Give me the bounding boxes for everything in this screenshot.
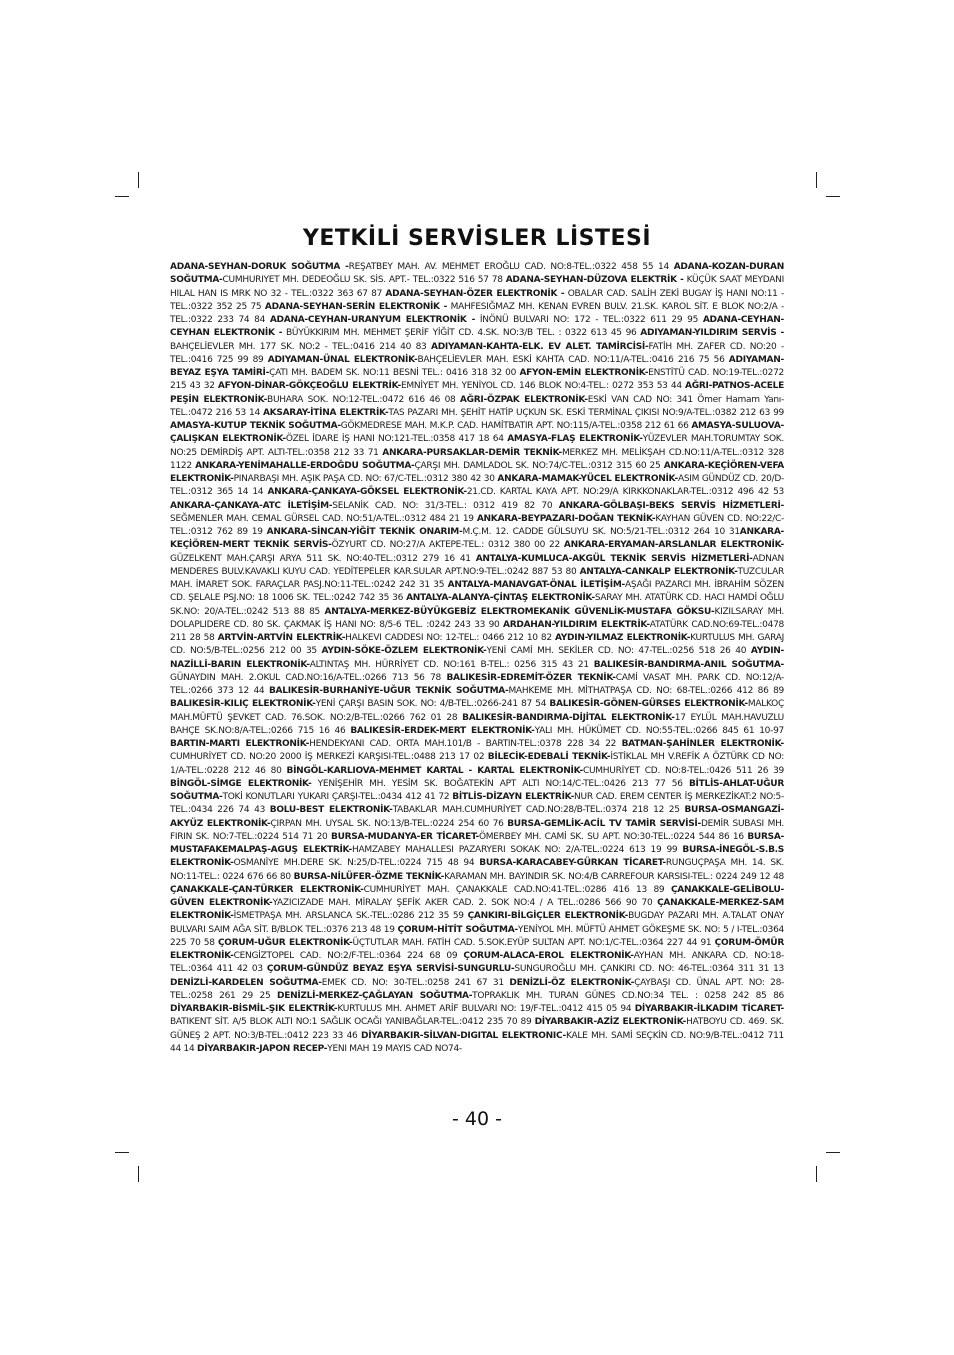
service-detail: İSMETPAŞA MH. ARSLANCA SK.-TEL.:0286 212 35 59 [233,911,468,922]
service-detail: YAZICIZADE MAH. MİRALAY ŞEFİK AKER CAD. 2. SOK NO:4 / A TEL.:0286 566 90 70 [272,898,658,908]
service-detail: KURTULUS MH. GARAJ CD. NO:5/B-TEL.:0256 212 00 35 [170,633,784,657]
service-detail: BATIKENT SİT. A/5 BLOK ALTI NO:1 SAĞLIK OCAĞI YANIBAĞLAR-TEL.:0412 235 70 89 [170,1017,535,1028]
service-entry [170,501,559,511]
service-detail: ALTINTAŞ MH. HÜRRİYET CD. NO:161 B-TEL.: 0256 315 43 21 [309,659,594,670]
service-name: ADIYAMAN-ÜNAL ELEKTRONİK- [267,354,418,365]
service-name: AYDIN-YILMAZ ELEKTRONİK- [554,633,691,643]
service-entry [218,938,715,948]
service-entry [170,1004,635,1014]
service-entry [269,686,784,696]
service-detail: M.Ç.M. 12. CADDE GÜLSUYU SK. NO:5/21-TEL.:0312 264 10 31 [462,527,740,537]
service-detail: YÜZEVLER MAH.TORUMTAY SOK. NO:25 DEMİRDİŞ APT. ALTI-TEL.:0358 212 33 71 [170,434,785,458]
service-detail: İSTİKLAL MH V.REFİK A ÖZTÜRK CD NO: 1/A-TEL.:0228 212 46 80 [170,752,785,776]
service-name: AĞRI-PATNOS-ACELE PEŞİN ELEKTRONİK- [170,381,784,405]
service-name: BİLECİK-EDEBALİ TEKNİK- [487,752,611,763]
service-name: AĞRI-ÖZPAK ELEKTRONİK- [459,394,588,405]
service-name: AFYON-EMİN ELEKTRONİK- [519,368,649,378]
service-name: DİYARBAKIR-JAPON RECEP- [197,1043,328,1054]
service-detail: KÜÇÜK SAAT MEYDANI HILAL HAN IS MRK NO 32 - TEL.:0322 363 67 87 [170,275,784,299]
service-detail: CUMHURİYET CD. NO:8-TEL.:0426 511 26 39 [582,765,784,776]
service-name: ANTALYA-MERKEZ-BÜYÜKGEBİZ ELEKTROMEKANİK GÜVENLİK-MUSTAFA GÖKSU- [324,606,715,617]
service-name: ÇORUM-UĞUR ELEKTRONİK- [217,937,353,948]
service-detail: BAHÇELİEVLER MH. 177 SK. NO:2 - TEL.:0416 214 40 83 [170,341,431,352]
service-detail: CENGİZTOPEL CAD. NO:2/F-TEL.:0364 224 68 09 [233,951,464,961]
service-name: ANKARA-PURSAKLAR-DEMİR TEKNİK- [382,447,562,458]
service-name: BALIKESİR-ERDEK-MERT ELEKTRONİK- [350,725,535,736]
service-detail: ENSTİTÜ CAD. NO:19-TEL.:0272 215 43 32 [170,368,785,392]
service-detail: YENİYOL MH. MÜFTÜ AHMET GÖKEŞME SK. NO: 5 / I-TEL.:0364 225 70 58 [170,924,784,948]
service-detail: PINARBAŞI MH. AŞIK PAŞA CD. NO: 67/C-TEL.:0312 380 42 30 [233,474,498,484]
service-detail: AYHAN MH. ANKARA CD. NO:18-TEL.:0364 411 42 03 [170,951,784,975]
page-title: YETKİLİ SERVİSLER LİSTESİ [302,226,652,251]
crop-mark [115,1152,129,1153]
service-detail: TUZCULAR MAH. İMARET SOK. FARAÇLAR PASJ.NO:11-TEL.:0242 242 31 35 [170,566,784,590]
service-entry [294,872,784,882]
service-name: BARTIN-MARTI ELEKTRONİK- [170,739,310,749]
service-name: BİTLİS-AHLAT-UĞUR SOĞUTMA- [170,778,784,802]
crop-mark [138,1166,139,1182]
service-name: AMASYA-FLAŞ ELEKTRONİK- [507,434,643,445]
service-name: ADANA-KOZAN-DURAN SOĞUTMA- [170,262,784,286]
service-detail: İNÖNÜ BULVARI NO: 172 - TEL.:0322 611 29 95 [475,315,703,325]
service-name: ANKARA-ÇANKAYA-ATC İLETİŞİM- [170,500,333,511]
service-detail: KAYHAN GÜVEN CD. NO:22/C-TEL.:0312 762 89 19 [170,513,785,537]
service-detail: MAHFESIĞMAZ MH. KENAN EVREN BULV. 21.SK. KAROL SİT. E BLOK NO:2/A - TEL.:0322 233 74 84 [170,301,785,325]
service-detail: TOKİ KONUTLARI YUKARI ÇARŞI-TEL.:0434 412 41 72 [222,792,453,802]
service-detail: KURTULUS MH. AHMET ARİF BULVARI NO: 19/F-TEL.:0412 415 05 94 [337,1004,635,1014]
service-name: ANKARA-ÇANKAYA-GÖKSEL ELEKTRONİK- [267,487,467,498]
service-name: BURSA-GEMLİK-ACİL TV TAMİR SERVİSİ- [507,818,701,829]
service-detail: KARAMAN MH. BAYINDIR SK. NO:4/B CARREFOUR KARSISI-TEL.: 0224 249 12 48 [444,871,784,882]
service-detail: 17 EYLÜL MAH.HAVUZLU BAHÇE SK.NO:8/A-TEL.:0266 715 16 46 [170,712,784,736]
service-name: BİNGÖL-KARLIOVA-MEHMET KARTAL - KARTAL ELEKTRONİK- [286,765,583,776]
service-name: ANKARA-GÖLBAŞI-BEKS SERVİS HİZMETLERİ- [558,500,785,511]
service-name: ANKARA-YENİMAHALLE-ERDOĞDU SOĞUTMA- [195,460,415,471]
service-name: BALIKESİR-EDREMİT-ÖZER TEKNİK- [446,672,616,683]
service-name: DİYARBAKIR-İLKADIM TİCARET- [634,1004,784,1014]
service-name: ÇORUM-GÜNDÜZ BEYAZ EŞYA SERVİSİ-SUNGURLU- [266,964,515,975]
service-detail: FATİH MH. ZAFER CD. NO:20 - TEL.:0416 725 99 89 [170,341,784,365]
service-entry [170,779,689,789]
service-entry [287,766,784,776]
service-detail: DEMİR SUBASI MH. FIRIN SK. NO:7-TEL.:0224 514 71 20 [170,818,784,842]
service-name: BURSA-KARACABEY-GÜRKAN TİCARET- [479,858,666,869]
service-detail: GÜNAYDIN MAH. 2.OKUL CAD.NO:16/A-TEL.:0266 713 56 78 [170,672,447,683]
service-name: BURSA-İNEGÖL-S.B.S ELEKTRONİK- [170,845,785,869]
service-name: DENİZLİ-KARDELEN SOĞUTMA- [170,977,322,988]
service-detail: ESKİ VAN CAD NO: 341 Ömer Hamam Yanı-TEL.:0472 216 53 14 [170,394,785,418]
service-name: BALIKESİR-BANDIRMA-ANIL SOĞUTMA- [593,659,784,670]
service-detail: ÇIRPAN MH. UYSAL SK. NO:13/B-TEL.:0224 254 60 76 [270,818,508,829]
service-entry [170,978,509,988]
service-entry [331,832,747,842]
service-entry [170,739,622,749]
service-name: ANKARA-BEYPAZARI-DOĞAN TEKNİK- [476,513,656,524]
service-detail: SEĞMENLER MAH. CEMAL GÜRSEL CAD. NO:51/A-TEL.:0312 484 21 19 [170,513,477,524]
service-detail: SARAY MH. ATATÜRK CD. HACI HAMDİ OĞLU SK.NO: 20/A-TEL.:0242 513 88 85 [170,593,784,617]
service-name: ÇANAKKALE-ÇAN-TÜRKER ELEKTRONİK- [170,884,364,895]
service-entry [270,315,703,325]
crop-mark [816,172,817,188]
service-detail: ÖMERBEY MH. CAMİ SK. SU APT. NO:30-TEL.:0224 544 86 16 [478,831,748,842]
service-name: ANKARA-ERYAMAN-ARSLANLAR ELEKTRONİK- [563,540,785,551]
service-name: ANTALYA-MANAVGAT-ÖNAL İLETİŞİM- [447,580,625,590]
service-detail: EMNİYET MH. YENİYOL CD. 146 BLOK NO:4-TEL.: 0272 353 53 44 [401,381,686,392]
service-entry [267,487,784,497]
service-name: BİTLİS-DİZAYN ELEKTRİK- [452,792,575,802]
service-name: ÇORUM-ALACA-EROL ELEKTRONİK- [463,951,634,961]
service-detail: ÇARŞI MH. DAMLADOL SK. NO:74/C-TEL.:0312 315 60 25 [414,460,664,471]
service-detail: TOPRAKLIK MH. TURAN GÜNES CD.NO:34 TEL. : 0258 242 85 86 [472,990,784,1001]
service-name: DİYARBAKIR-AZİZ ELEKTRONİK- [534,1017,687,1028]
service-detail: GÜZELKENT MAH.ÇARŞI ARYA 511 SK. NO:40-TEL.:0312 279 16 41 [170,553,476,564]
service-entry [195,461,664,471]
service-detail: SUNGUROĞLU MH. ÇANKIRI CD. NO: 46-TEL.:0364 311 31 13 [514,964,785,975]
service-entry [268,355,729,365]
service-detail: OSMANİYE MH.DERE SK. N:25/D-TEL.:0224 715 48 94 [233,858,480,869]
service-detail: ÇATI MH. BADEM SK. NO:11 BESNİ TEL.: 0416 318 32 00 [269,368,520,378]
service-detail: ÇAYBAŞI CD. ÜNAL APT. NO: 28-TEL.:0258 261 29 25 [170,977,785,1001]
service-detail: ÜÇTUTLAR MAH. FATİH CAD. 5.SOK.EYÜP SULTAN APT. NO:1/C-TEL.:0364 227 44 91 [352,937,715,948]
service-name: DENİZLİ-ÖZ ELEKTRONİK- [509,977,635,988]
service-name: BATMAN-ŞAHİNLER ELEKTRONİK- [621,739,785,749]
service-name: ADANA-SEYHAN-SERİN ELEKTRONİK - [264,301,448,312]
service-entry [350,726,784,736]
service-detail: OBALAR CAD. SALİH ZEKİ BUGAY İŞ HANI NO:11 - TEL.:0322 352 25 75 [170,288,784,312]
service-entry [270,805,685,815]
service-name: ÇORUM-ÖMÜR ELEKTRONİK- [170,937,785,961]
service-detail: KALE MH. SAMİ SEÇKİN CD. NO:9/B-TEL.:0412 711 44 14 [170,1030,784,1054]
service-detail: HAMZABEY MAHALLESI PAZARYERI SOKAK NO: 2/A-TEL.:0224 613 19 99 [351,845,683,855]
service-detail: AŞAĞI PAZARCI MH. İBRAHİM SÖZEN CD. ŞELALE PSJ.NO: 18 1006 SK. TEL.:0242 742 35 36 [170,580,784,604]
service-detail: MAHKEME MH. MİTHATPAŞA CD. NO: 68-TEL.:0266 412 86 89 [508,686,785,696]
service-name: BİNGÖL-SİMGE ELEKTRONİK- [170,778,312,789]
service-name: ADANA-CEYHAN-URANYUM ELEKTRONİK - [269,315,476,325]
service-detail: YALI MH. HÜKÜMET CD. NO:55-TEL.:0266 845 61 10-97 [534,725,784,736]
service-name: ANKARA-KEÇİÖREN-MERT TEKNİK SERVİS- [170,527,784,551]
service-name: ANTALYA-ALANYA-ÇİNTAŞ ELEKTRONİK- [406,593,595,604]
service-detail: EMEK CD. NO: 30-TEL.:0258 241 67 31 [321,977,510,988]
service-detail: ATATÜRK CAD.NO:69-TEL.:0478 211 28 58 [170,619,784,643]
service-name: AFYON-DİNAR-GÖKÇEOĞLU ELEKTRİK- [217,381,401,392]
service-name: ADIYAMAN-KAHTA-ELK. EV ALET. TAMİRCİSİ- [431,341,649,352]
service-name: ANTALYA-KUMLUCA-AKGÜL TEKNİK SERVİS HİZMETLERİ- [475,553,753,564]
service-entry [218,381,685,391]
service-name: ÇORUM-HİTİT SOĞUTMA- [397,924,518,935]
service-detail: ÖZYURT CD. NO:27/A AKTEPE-TEL.: 0312 380 00 22 [331,540,564,551]
service-detail: BAHÇELİEVLER MAH. ESKİ KAHTA CAD. NO:11/A-TEL.:0416 216 75 56 [417,354,729,365]
service-name: BALIKESİR-KILIÇ ELEKTRONİK- [170,699,316,710]
page-number: - 40 - [452,1108,502,1130]
service-name: ARDAHAN-YILDIRIM ELEKTRİK- [503,619,650,630]
service-detail: YENİ ÇARŞI BASIN SOK. NO: 4/B-TEL.:0266-241 87 54 [315,699,550,710]
service-name: DİYARBAKIR-SİLVAN-DIGITAL ELEKTRONIC- [360,1030,566,1041]
service-detail: BUGDAY PAZARI MH. A.TALAT ONAY BULVARI SAIM AĞA SİT. B/BLOK TEL.:0376 213 48 19 [170,911,785,935]
service-detail: SELANİK CAD. NO: 31/3-TEL.: 0312 419 82 70 [332,500,559,511]
service-entry [322,646,751,656]
service-entry [267,964,784,974]
service-name: ADIYAMAN-YILDIRIM SERVİS - [640,328,784,339]
service-detail: MERKEZ MH. MELİKŞAH CD.NO:11/A-TEL.:0312 328 1122 [170,447,784,471]
service-entry [267,527,740,537]
crop-mark [115,196,129,197]
service-entry [263,408,784,418]
service-entry [170,699,549,709]
service-detail: HALKEVI CADDESI NO: 12-TEL.: 0466 212 10 82 [345,633,555,643]
service-detail: HATBOYU CD. 469. SK. GÜNEŞ 2 APT. NO:3/B-TEL.:0412 223 33 46 [170,1017,784,1041]
service-detail: YENİŞEHİR MH. YESİM SK. BOĞATEKİN APT ALTI NO:14/C-TEL.:0426 213 77 56 [311,778,689,789]
service-entry [170,885,671,895]
service-detail: BUHARA SOK. NO:12-TEL.:0472 616 46 08 [267,394,460,405]
crop-mark [826,1152,840,1153]
service-name: ÇANKIRI-BİLGİÇLER ELEKTRONİK- [467,911,629,922]
service-detail: HENDEKYANI CAD. ORTA MAH.101/B - BARTIN-TEL.:0378 228 34 22 [309,739,622,749]
service-detail: REŞATBEY MAH. AV. MEHMET EROĞLU CAD. NO:8-TEL.:0322 458 55 14 [348,262,674,272]
service-name: BURSA-OSMANGAZİ-AKYÜZ ELEKTRONİK- [170,805,784,829]
service-name: BALIKESİR-BURHANİYE-UĞUR TEKNİK SOĞUTMA- [268,686,509,696]
service-name: ADANA-SEYHAN-DÜZOVA ELEKTRİK - [505,275,684,286]
service-detail: CUMHURİYET CD. NO:20 2000 İŞ MERKEZİ KARŞISI-TEL.:0488 213 17 02 [170,752,488,763]
crop-mark [138,172,139,188]
service-detail: KIZILSARAY MH. DOLAPLIDERE CD. 80 SK. ÇAKMAK İŞ HANI NO: 8/5-6 TEL. :0242 243 33 90 [170,606,784,630]
service-name: BURSA-MUDANYA-ER TİCARET- [331,831,479,842]
service-name: AKSARAY-İTİNA ELEKTRİK- [262,407,389,418]
service-name: BALIKESİR-GÖNEN-GÜRSES ELEKTRONİK- [549,699,748,710]
service-detail: CAMİ VASAT MH. PARK CD. NO:12/A-TEL.:0266 373 12 44 [170,672,784,696]
service-name: ADANA-SEYHAN-DORUK SOĞUTMA - [170,262,349,272]
service-name: ANKARA-MAMAK-YÜCEL ELEKTRONİK- [497,474,678,484]
service-detail: TABAKLAR MAH.CUMHURİYET CAD.NO:28/B-TEL.:0374 218 12 25 [392,805,685,816]
crop-mark [816,1166,817,1182]
service-detail: GÖKMEDRESE MAH. M.K.P. CAD. HAMİTBATIR APT. NO:115/A-TEL.:0358 212 61 66 [340,421,692,431]
service-name: ADANA-SEYHAN-ÖZER ELEKTRONİK - [385,288,565,299]
service-detail: ÖZEL İDARE İŞ HANI NO:121-TEL.:0358 417 18 64 [285,434,508,445]
service-name: ANKARA-KEÇİÖREN-VEFA ELEKTRONİK- [170,460,784,484]
service-name: DENİZLİ-MERKEZ-ÇAĞLAYAN SOĞUTMA- [277,990,473,1001]
service-entry [277,991,784,1001]
service-name: AMASYA-KUTUP TEKNİK SOĞUTMA- [170,421,341,431]
service-detail: BÜYÜKKIRIM MH. MEHMET ŞERİF YİĞİT CD. 4.SK. NO:3/B TEL. : 0322 613 45 96 [282,328,641,339]
service-entry [170,262,674,272]
service-detail: 21.CD. KARTAL KAYA APT. NO:29/A KIRKKONAKLAR-TEL.:0312 496 42 53 [466,487,785,498]
service-name: ADANA-CEYHAN-CEYHAN ELEKTRONİK - [170,315,784,339]
service-name: ADIYAMAN-BEYAZ EŞYA TAMİRİ- [170,354,784,378]
service-name: BALIKESİR-BANDIRMA-DİJİTAL ELEKTRONİK- [462,712,675,723]
service-name: AYDIN-SÖKE-ÖZLEM ELEKTRONİK- [321,646,487,657]
service-name: BOLU-BEST ELEKTRONİK- [269,805,393,816]
service-name: DİYARBAKIR-BİSMİL-ŞIK ELEKTRİK- [170,1004,338,1014]
crop-mark [826,196,840,197]
service-name: ÇANAKKALE-GELİBOLU-GÜVEN ELEKTRONİK- [170,884,785,908]
service-entry [218,633,555,643]
service-detail: YENİ CAMİ MH. SEKİLER CD. NO: 47-TEL.:0256 518 26 40 [486,646,751,657]
service-name: AYDIN-NAZİLLİ-BARIN ELEKTRONİK- [170,646,784,670]
service-detail: ADNAN MENDERES BULV.KAVAKLI KUYU CAD. YEDİTEPELER KAR.SULAR APT.NO:9-TEL.:0242 887 53 80 [170,553,784,577]
service-name: ANKARA-SİNCAN-YİĞİT TEKNİK ONARIM- [266,527,463,537]
service-detail: RUNGUÇPAŞA MH. 14. SK. NO:11-TEL.: 0224 676 66 80 [170,858,784,882]
service-entry [170,421,691,431]
service-name: AMASYA-SULUOVA-ÇALIŞKAN ELEKTRONİK- [170,421,784,445]
service-name: ÇANAKKALE-MERKEZ-SAM ELEKTRONİK- [170,898,784,922]
service-name: ANTALYA-CANKALP ELEKTRONİK- [579,566,738,577]
service-detail: NUR CAD. EREM CENTER İŞ MERKEZİKAT:2 NO:5-TEL.:0434 226 74 43 [170,792,784,816]
service-name: BURSA-NİLÜFER-ÖZME TEKNİK- [293,871,445,882]
service-detail: ASIM GÜNDÜZ CD. 20/D-TEL.:0312 365 14 14 [170,474,785,498]
service-name: ARTVİN-ARTVİN ELEKTRİK- [217,633,346,643]
service-entry [197,1044,462,1054]
service-list [170,261,784,1056]
service-name: BURSA-MUSTAFAKEMALPAŞ-AGUŞ ELEKTRİK- [170,831,785,855]
service-detail: CUMHURIYET MH. DEDEOĞLU SK. SİS. APT.- TEL.:0322 516 57 78 [222,275,506,286]
service-detail: TAS PAZARI MH. ŞEHİT HATİP UÇKUN SK. ESKİ TERMİNAL ÇIKISI NO:9/A-TEL.:0382 212 63 99 [388,407,785,418]
service-detail: YENI MAH 19 MAYIS CAD NO74- [327,1043,462,1054]
service-detail: CUMHURİYET MAH. ÇANAKKALE CAD.NO:41-TEL.:0286 416 13 89 [363,884,671,895]
service-detail: MALKOÇ MAH.MÜFTÜ ŞEVKET CAD. 76.SOK. NO:2/B-TEL.:0266 762 01 28 [170,699,784,723]
